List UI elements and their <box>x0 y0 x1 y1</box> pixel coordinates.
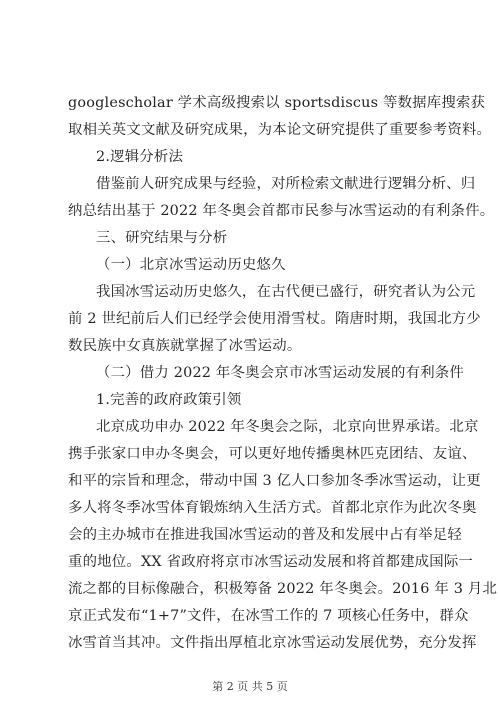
text-line: 和平的宗旨和理念，带动中国 3 亿人口参加冬季冰雪运动，让更 <box>68 473 481 489</box>
text-line: 多人将冬季冰雪体育锻炼纳入生活方式。首都北京作为此次冬奥 <box>68 500 477 516</box>
text-line: 流之都的目标像融合，积极筹备 2022 年冬奥会。2016 年 3 月北 <box>68 581 498 597</box>
text-line: 前 2 世纪前后人们已经学会使用滑雪杖。隋唐时期，我国北方少 <box>68 311 481 327</box>
text-line: 会的主办城市在推进我国冰雪运动的普及和发展中占有举足轻 <box>68 527 462 543</box>
subsection-heading: （二）借力 2022 年冬奥会京市冰雪运动发展的有利条件 <box>96 365 464 381</box>
page-footer: 第 2 页 共 5 页 <box>212 680 288 693</box>
section-heading: 三、研究结果与分析 <box>96 230 228 246</box>
text-line: 携手张家口申办冬奥会，可以更好地传播奥林匹克团结、友谊、 <box>68 446 477 462</box>
text-line: 我国冰雪运动历史悠久，在古代便已盛行，研究者认为公元 <box>96 284 476 300</box>
text-line: googlescholar 学术高级搜索以 sportsdiscus 等数据库搜索获 <box>68 95 486 111</box>
text-line: 冰雪首当其冲。文件指出厚植北京冰雪运动发展优势，充分发挥 <box>68 635 477 651</box>
text-line: 京正式发布“1+7”文件，在冰雪工作的 7 项核心任务中，群众 <box>68 608 469 624</box>
section-heading: 2.逻辑分析法 <box>96 149 184 165</box>
text-line: 借鉴前人研究成果与经验，对所检索文献进行逻辑分析、归 <box>96 176 476 192</box>
subsection-heading: （一）北京冰雪运动历史悠久 <box>96 257 286 273</box>
text-line: 纳总结出基于 2022 年冬奥会首都市民参与冰雪运动的有利条件。 <box>68 203 495 219</box>
text-line: 重的地位。XX 省政府将京市冰雪运动发展和将首都建成国际一 <box>68 554 474 570</box>
text-line: 数民族中女真族就掌握了冰雪运动。 <box>68 338 302 354</box>
text-line: 北京成功申办 2022 年冬奥会之际，北京向世界承诺。北京 <box>96 419 479 435</box>
section-heading: 1.完善的政府政策引领 <box>96 392 242 408</box>
text-line: 取相关英文文献及研究成果，为本论文研究提供了重要参考资料。 <box>68 122 492 138</box>
